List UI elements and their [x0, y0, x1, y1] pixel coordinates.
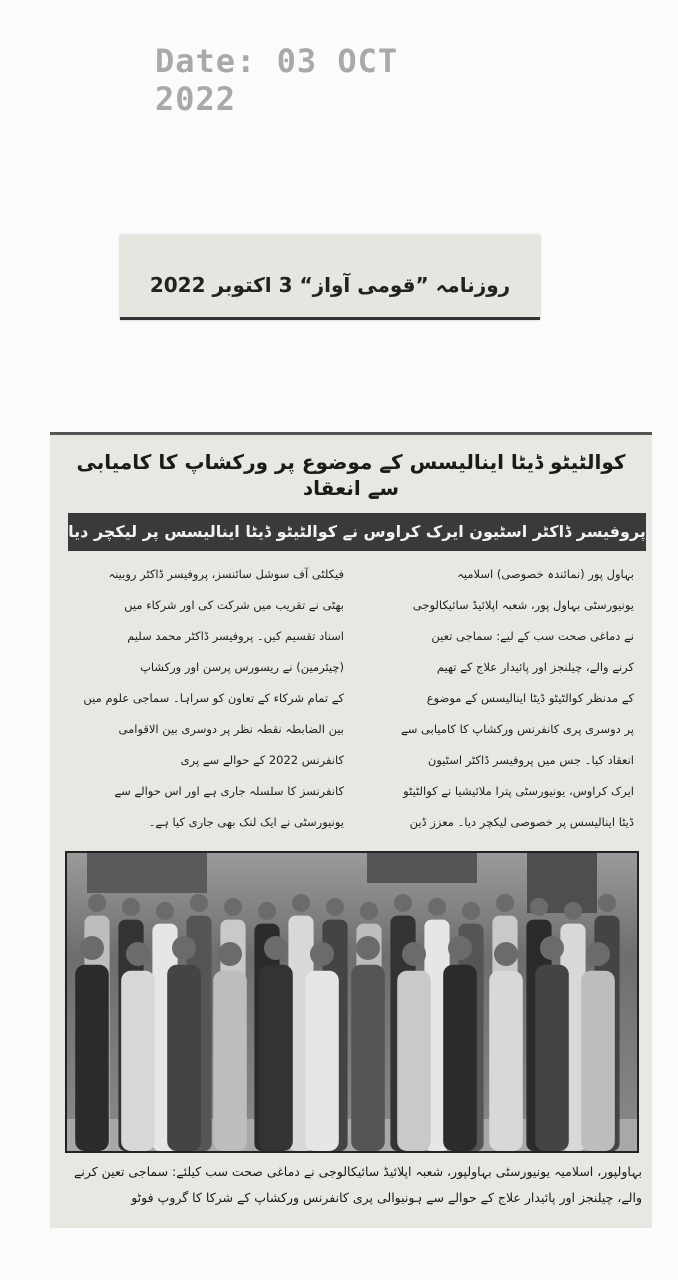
article-subheadline: پروفیسر ڈاکٹر اسٹیون ایرک کراوس نے کوالٹیٹو ڈیٹا اینالیسس پر لیکچر دیا	[68, 513, 646, 551]
source-label-text: روزنامہ ”قومی آواز“ 3 اکتوبر 2022	[149, 273, 511, 297]
person-figure	[489, 971, 523, 1151]
person-figure	[224, 898, 242, 916]
group-photo	[65, 851, 639, 1153]
article-column-right	[354, 559, 634, 838]
person-figure	[356, 936, 380, 960]
newspaper-clipping	[50, 432, 652, 1228]
text-line: کے تمام شرکاء کے تعاون کو سراہا۔ سماجی علوم میں	[83, 691, 344, 705]
person-figure	[80, 936, 104, 960]
person-figure	[310, 942, 334, 966]
text-line: اسناد تقسیم کیں۔ پروفیسر ڈاکٹر محمد سلیم	[127, 629, 344, 643]
person-figure	[258, 902, 276, 920]
person-figure	[172, 936, 196, 960]
person-figure	[530, 898, 548, 916]
person-figure	[122, 898, 140, 916]
person-figure	[305, 971, 339, 1151]
text-line: (چیئرمین) نے ریسورس پرسن اور ورکشاپ	[140, 660, 344, 674]
person-figure	[581, 971, 615, 1151]
person-figure	[448, 936, 472, 960]
person-figure	[496, 894, 514, 912]
person-figure	[213, 971, 247, 1151]
person-figure	[167, 965, 201, 1151]
person-figure	[126, 942, 150, 966]
text-line: یونیورسٹی نے ایک لنک بھی جاری کیا ہے۔	[148, 815, 344, 829]
text-line: ایرک کراوس، یونیورسٹی پترا ملائیشیا نے کوالٹیٹو	[403, 784, 634, 798]
person-figure	[218, 942, 242, 966]
text-line: ڈیٹا اینالیسس پر خصوصی لیکچر دیا۔ معزز ڈین	[409, 815, 634, 829]
photo-caption: بہاولپور، اسلامیہ یونیورسٹی بہاولپور، شعبہ اپلائیڈ سائیکالوجی نے دماغی صحت سب کیلئے: سماجی تعین کرنے والے، چیلنجز اور پائیدار علاج کے حوالے سے ہونیوالی پری کانفرنس ورکشاپ کے شرکا کا گروپ فوٹو	[74, 1164, 642, 1205]
text-line: فیکلٹی آف سوشل سائنسز، پروفیسر ڈاکٹر روبینہ	[108, 567, 344, 581]
text-line: کے مدنظر کوالٹیٹو ڈیٹا اینالیسس کے موضوع	[426, 691, 634, 705]
person-figure	[443, 965, 477, 1151]
person-figure	[190, 894, 208, 912]
text-line: بین الضابطہ نقطہ نظر پر دوسری بین الاقوامی	[118, 722, 344, 736]
person-figure	[75, 965, 109, 1151]
text-line: یونیورسٹی بہاول پور، شعبہ اپلائیڈ سائیکالوجی	[412, 598, 634, 612]
person-figure	[598, 894, 616, 912]
text-line: بھٹی نے تقریب میں شرکت کی اور شرکاء میں	[124, 598, 344, 612]
person-figure	[292, 894, 310, 912]
article-headline: کوالٹیٹو ڈیٹا اینالیسس کے موضوع پر ورکشاپ کا کامیابی سے انعقاد	[76, 450, 626, 500]
person-figure	[156, 902, 174, 920]
person-figure	[121, 971, 155, 1151]
article-column-left	[64, 559, 344, 838]
person-figure	[462, 902, 480, 920]
person-figure	[540, 936, 564, 960]
text-line: انعقاد کیا۔ جس میں پروفیسر ڈاکٹر اسٹیون	[427, 753, 634, 767]
person-figure	[360, 902, 378, 920]
person-figure	[326, 898, 344, 916]
text-line: نے دماغی صحت سب کے لیے: سماجی تعین	[431, 629, 634, 643]
person-figure	[397, 971, 431, 1151]
date-stamp: Date: 03 OCT 2022	[155, 42, 399, 118]
person-figure	[88, 894, 106, 912]
text-line: کانفرنسز کا سلسلہ جاری ہے اور اس حوالے سے	[114, 784, 344, 798]
group-photo-image	[67, 853, 637, 1151]
person-figure	[264, 936, 288, 960]
text-line: پر دوسری پری کانفرنس ورکشاپ کا کامیابی سے	[401, 722, 634, 736]
text-line: بہاول پور (نمائندہ خصوصی) اسلامیہ	[457, 567, 634, 581]
person-figure	[564, 902, 582, 920]
person-figure	[351, 965, 385, 1151]
person-figure	[394, 894, 412, 912]
text-line: کانفرنس 2022 کے حوالے سے پری	[180, 753, 344, 767]
person-figure	[494, 942, 518, 966]
person-figure	[402, 942, 426, 966]
text-line: کرنے والے، چیلنجز اور پائیدار علاج کے تھیم	[436, 660, 634, 674]
person-figure	[535, 965, 569, 1151]
person-figure	[586, 942, 610, 966]
person-figure	[428, 898, 446, 916]
person-figure	[259, 965, 293, 1151]
source-label	[120, 235, 540, 320]
